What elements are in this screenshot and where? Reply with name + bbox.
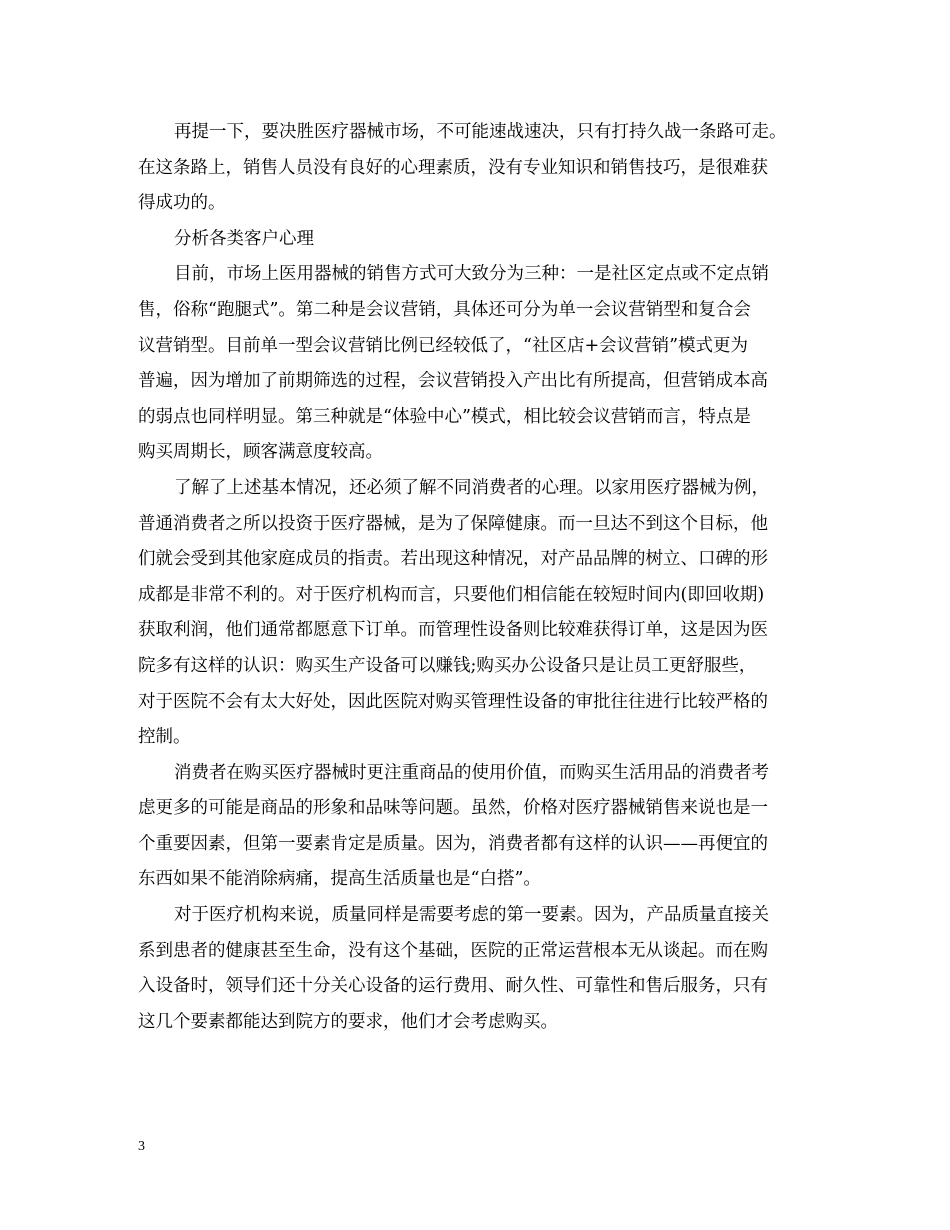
text-line: 普遍，因为增加了前期筛选的过程，会议营销投入产出比有所提高，但营销成本高 xyxy=(138,371,768,392)
text-line: 个重要因素，但第一要素肯定是质量。因为，消费者都有这样的认识——再便宜的 xyxy=(138,833,768,854)
text-line: 对于医疗机构来说，质量同样是需要考虑的第一要素。因为，产品质量直接关 xyxy=(174,905,769,926)
text-line: 议营销型。目前单一型会议营销比例已经较低了，“社区店+会议营销”模式更为 xyxy=(138,335,749,356)
page-number: 3 xyxy=(138,1139,145,1154)
text-line: 们就会受到其他家庭成员的指责。若出现这种情况，对产品品牌的树立、口碑的形 xyxy=(138,549,768,570)
text-line: 在这条路上，销售人员没有良好的心理素质，没有专业知识和销售技巧，是很难获 xyxy=(138,157,768,178)
text-line: 了解了上述基本情况，还必须了解不同消费者的心理。以家用医疗器械为例， xyxy=(174,477,769,498)
text-line: 售，俗称“跑腿式”。第二种是会议营销，具体还可分为单一会议营销型和复合会 xyxy=(138,299,751,320)
text-line: 这几个要素都能达到院方的要求，他们才会考虑购买。 xyxy=(138,1011,558,1032)
text-line: 系到患者的健康甚至生命，没有这个基础，医院的正常运营根本无从谈起。而在购 xyxy=(138,940,768,961)
text-line: 得成功的。 xyxy=(138,193,226,214)
text-line: 再提一下，要决胜医疗器械市场，不可能速战速决，只有打持久战一条路可走。 xyxy=(174,122,787,142)
body-text xyxy=(138,115,818,1040)
text-line: 入设备时，领导们还十分关心设备的运行费用、耐久性、可靠性和售后服务，只有 xyxy=(138,976,768,997)
text-line: 获取利润，他们通常都愿意下订单。而管理性设备则比较难获得订单，这是因为医 xyxy=(138,620,768,641)
text-line: 虑更多的可能是商品的形象和品味等问题。虽然，价格对医疗器械销售来说也是一 xyxy=(138,798,768,819)
text-line: 消费者在购买医疗器械时更注重商品的使用价值，而购买生活用品的消费者考 xyxy=(174,762,769,783)
text-line: 控制。 xyxy=(138,727,191,748)
text-line: 目前，市场上医用器械的销售方式可大致分为三种：一是社区定点或不定点销 xyxy=(174,264,769,285)
text-line: 购买周期长，顾客满意度较高。 xyxy=(138,442,383,463)
section-heading: 分析各类客户心理 xyxy=(174,228,314,249)
text-line: 成都是非常不利的。对于医疗机构而言，只要他们相信能在较短时间内(即回收期) xyxy=(138,584,765,605)
text-line: 对于医院不会有太大好处，因此医院对购买管理性设备的审批往往进行比较严格的 xyxy=(138,691,768,712)
text-line: 的弱点也同样明显。第三种就是“体验中心”模式，相比较会议营销而言，特点是 xyxy=(138,406,751,427)
text-line: 普通消费者之所以投资于医疗器械，是为了保障健康。而一旦达不到这个目标，他 xyxy=(138,513,768,534)
text-line: 院多有这样的认识：购买生产设备可以赚钱;购买办公设备只是让员工更舒服些， xyxy=(138,655,757,676)
text-line: 东西如果不能消除病痛，提高生活质量也是“白搭”。 xyxy=(138,869,541,890)
